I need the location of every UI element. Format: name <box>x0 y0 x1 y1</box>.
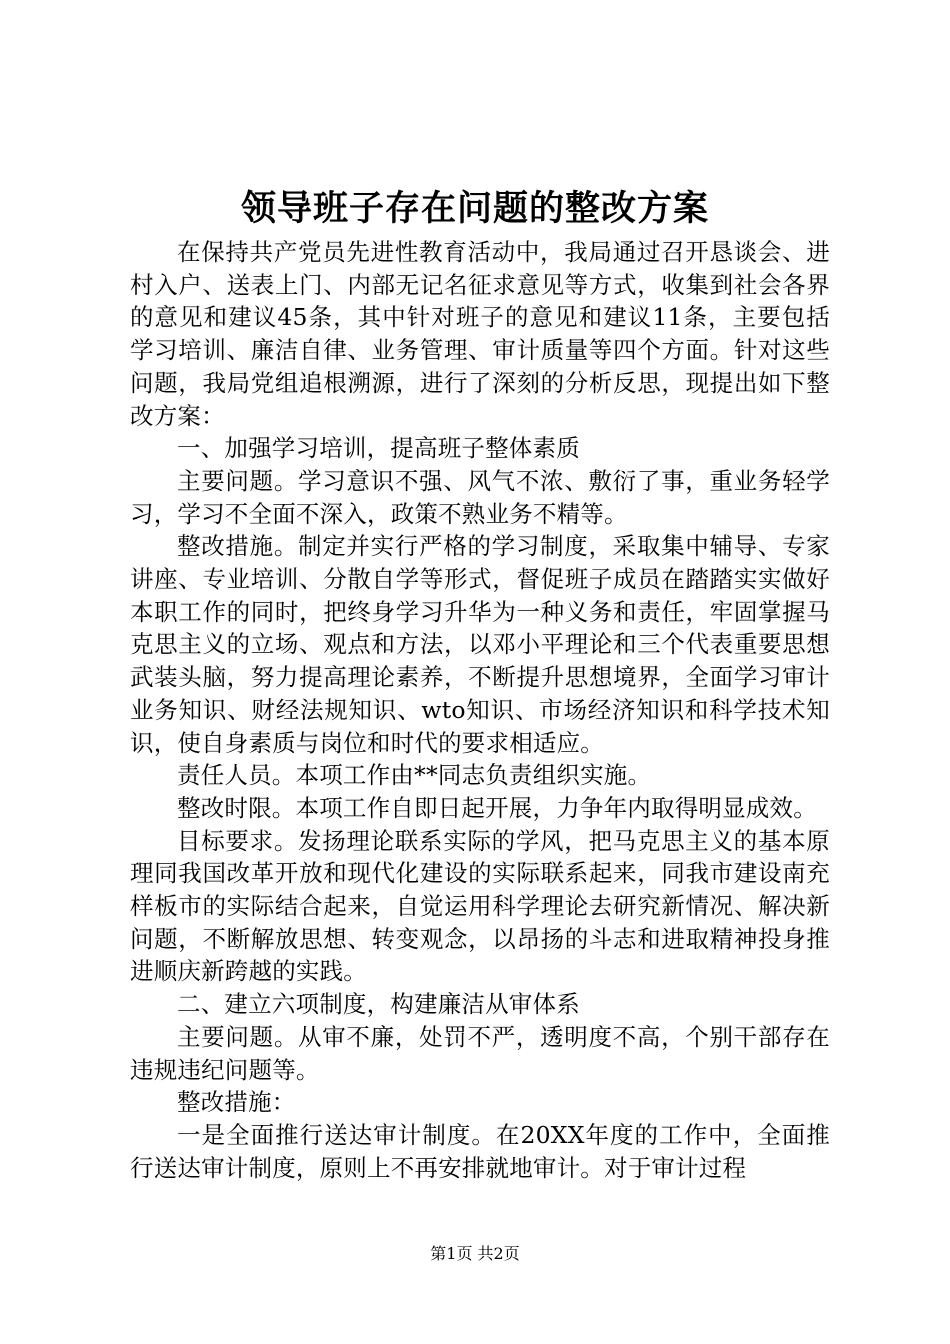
paragraph-measures-2-label: 整改措施： <box>177 1088 296 1117</box>
paragraph-intro: 在保持共产党员先进性教育活动中，我局通过召开恳谈会、进村入户、送表上门、内部无记名征求意见等方式，收集到社会各界的意见和建议45条，其中针对班子的意见和建议11条，主要包括学习培训、廉洁自律、业务管理、审计质量等四个方面。针对这些问题，我局党组追根溯源，进行了深刻的分析反思，现提出如下整改方案： <box>130 238 830 430</box>
document-title: 领导班子存在问题的整改方案 <box>240 188 709 229</box>
paragraph-measures-1: 整改措施。制定并实行严格的学习制度，采取集中辅导、专家讲座、专业培训、分散自学等形式，督促班子成员在踏踏实实做好本职工作的同时，把终身学习升华为一种义务和责任，牢固掌握马克思主义的立场、观点和方法，以邓小平理论和三个代表重要思想武装头脑，努力提高理论素养，不断提升思想境界，全面学习审计业务知识、财经法规知识、wto知识、市场经济知识和科学技术知识，使自身素质与岗位和时代的要求相适应。 <box>130 532 830 757</box>
section-heading-2: 二、建立六项制度，构建廉洁从审体系 <box>177 990 580 1019</box>
paragraph-measure-item-1: 一是全面推行送达审计制度。在20XX年度的工作中，全面推行送达审计制度，原则上不再安排就地审计。对于审计过程 <box>130 1120 830 1182</box>
page-footer: 第1页 共2页 <box>430 1244 520 1263</box>
paragraph-problem-1: 主要问题。学习意识不强、风气不浓、敷衍了事，重业务轻学习，学习不全面不深入，政策不熟业务不精等。 <box>130 466 830 528</box>
paragraph-problem-2: 主要问题。从审不廉，处罚不严，透明度不高，个别干部存在违规违纪问题等。 <box>130 1022 830 1084</box>
paragraph-goal-1: 目标要求。发扬理论联系实际的学风，把马克思主义的基本原理同我国改革开放和现代化建设的实际联系起来，同我市建设南充样板市的实际结合起来，自觉运用科学理论去研究新情况、解决新问题，不断解放思想、转变观念，以昂扬的斗志和进取精神投身推进顺庆新跨越的实践。 <box>130 826 830 986</box>
section-heading-1: 一、加强学习培训，提高班子整体素质 <box>177 434 580 463</box>
paragraph-deadline-1: 整改时限。本项工作自即日起开展，力争年内取得明显成效。 <box>177 793 817 822</box>
document-body <box>130 236 830 1184</box>
paragraph-responsible-1: 责任人员。本项工作由**同志负责组织实施。 <box>177 761 652 790</box>
